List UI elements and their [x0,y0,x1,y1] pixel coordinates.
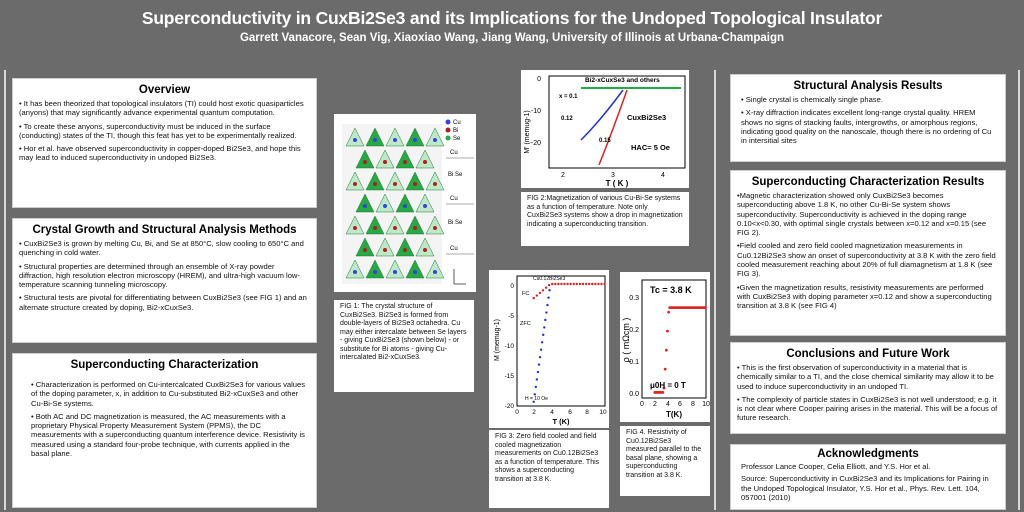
zfc-point [539,356,541,358]
fig3-xtick-0: 0 [515,409,519,416]
atom [373,226,377,230]
fig2-caption: FIG 2:Magnetization of various Cu-Bi-Se systems as a function of temperature. Note only CuxBi2Se3 systems show a drop in magnetization indicating a superconducting transition. [521,192,689,246]
atom [353,182,357,186]
fc-point [582,283,584,285]
atom [423,248,427,252]
atom [413,270,417,274]
sc-char-bullet-2: • Both AC and DC magnetization is measured, the AC measurements with a proprietary Physical Property Measurement System (PPMS), the DC measurements with a superconducting quantum interference device. Resistivity is measured using a standard four-probe technique, with currents applied in the basal plane. [31,411,305,459]
fig3-label-fc: FC [522,291,530,297]
fig1-caption: FIG 1: The crystal structure of CuxBi2Se3. Bi2Se3 is formed from double-layers of Bi2Se3 octahedra. Cu may either intercalate between Se layers - giving CuxBi2Se3 (shown below) - or substitute for Bi atoms - giving Cu-intercalated Bi2-xCuxSe3. [334,300,474,392]
octahedra-group [342,124,444,284]
fig3-xtick-5: 10 [599,409,607,416]
fig3-ytick-1: -5 [508,313,514,320]
resistivity-point [661,391,664,394]
fig2-label-others: Bi2-xCuxSe3 and others [585,77,660,84]
fig3-chart [489,270,609,428]
ack-panel [730,444,1006,510]
atom [353,270,357,274]
fig2-chart [521,70,689,188]
conclusions-bullet-1: • This is the first observation of superconductivity in a material that is chemically similar to a TI, and the close chemical similarity may allow it to be used to induce superconductivity in an undoped TI. [737,363,994,391]
fig2-label-field: HAC= 5 Oe [631,143,670,152]
fc-point [569,283,571,285]
overview-bullet-1: • It has been theorized that topological insulators (TI) could host exotic quasiparticles (anyons) that may significantly advance experimental quantum computation. [19,99,304,118]
zfc-point [544,319,546,321]
fig2-xlabel: T ( K ) [605,179,629,188]
divider-left [4,70,6,510]
fig3-xtick-3: 6 [568,409,572,416]
fc-point [600,283,602,285]
atom [433,226,437,230]
fig2-svg [521,70,689,188]
overview-bullet-2: • To create these anyons, superconductivity must be induced in the surface (conducting) states of the TI, though this feat has yet to be experimentally realized. [19,121,297,140]
sc-results-panel [730,170,1006,336]
fig2-label-012: 0.12 [561,116,573,122]
atom [373,138,377,142]
sc-results-heading: Superconducting Characterization Results [751,176,985,188]
fig2-ytick-0: 0 [537,76,541,83]
overview-panel [12,78,317,208]
atom [383,204,387,208]
legend-cu: Cu [453,120,461,126]
sc-char-panel [12,353,317,508]
zfc-point [548,289,550,291]
fc-point [560,283,562,285]
atom [393,226,397,230]
growth-heading: Crystal Growth and Structural Analysis Methods [32,224,297,236]
fig3-xtick-2: 4 [550,409,554,416]
fig3-xlabel: T (K) [552,417,570,426]
structural-panel [730,74,1006,162]
fig4-ytick-1: 0.2 [629,327,639,334]
fc-point [588,283,590,285]
poster-authors: Garrett Vanacore, Sean Vig, Xiaoxiao Wang, Jiang Wang, University of Illinois at Urbana-Champaign [239,32,785,44]
fig3-caption: FIG 3: Zero field cooled and field cooled magnetization measurements on Cu0.12Bi2Se3 as a function of temperature. This shows a superconducting transition at 3.8 K. [489,430,609,508]
fc-point [573,283,575,285]
resistivity-point [665,349,668,352]
poster-title: Superconductivity in CuxBi2Se3 and its Implications for the Undoped Topological Insulator [141,8,883,28]
conclusions-heading: Conclusions and Future Work [786,348,950,360]
overview-heading: Overview [138,84,191,96]
atom [433,182,437,186]
zfc-point [538,363,540,365]
fc-point [533,297,535,299]
zfc-point [541,341,543,343]
fig1-image [334,114,476,292]
zfc-point [535,386,537,388]
fig3-ytick-2: -10 [504,343,514,350]
layer-label-2: Bi Se [448,172,463,178]
fig4-label-h: μ0H = 0 T [650,381,686,390]
ack-heading: Acknowledgments [817,448,919,460]
zfc-point [546,304,548,306]
conclusions-bullet-2: • The complexity of particle states in CuxBi2Se3 is not well understood; e.g. it is not clear where Cooper pairing arises in the material. This will be a focus of future research. [737,394,998,423]
growth-bullet-3: • Structural tests are pivotal for differentiating between CuxBi2Se3 (see FIG 1) and an alternate structure created by doping, Bi2-xCuxSe3. [19,293,307,312]
atom [423,160,427,164]
fig4-label-tc: Tc = 3.8 K [650,285,692,295]
atom [413,226,417,230]
ack-line-2: Source: Superconductivity in CuxBi2Se3 and its Implications for Pairing in the Undoped Topological Insulator, Y.S. Hor et al., Phys. Rev. Lett. 104, 057001 (2010) [741,474,989,502]
sc-char-heading: Superconducting Characterization [70,359,259,371]
atom [413,138,417,142]
fig2-xtick-1: 3 [611,172,615,179]
fig4-ylabel: ρ ( mΩcm ) [621,317,631,363]
fig2-ylabel: M' (memug-1) [524,110,531,154]
fig4-xtick-0: 0 [640,401,644,408]
fig3-svg [489,270,609,428]
fc-point [585,283,587,285]
fig3-ytick-4: -20 [504,403,514,410]
growth-panel [12,218,317,343]
zfc-point [542,334,544,336]
atom [393,270,397,274]
fig4-ytick-3: 0.0 [629,391,639,398]
fc-point [594,283,596,285]
fig4-caption: FIG 4. Resistivity of Cu0.12Bi2Se3 measured parallel to the basal plane, showing a superconducting transition at 3.8 K. [620,426,710,496]
growth-bullet-2: • Structural properties are determined through an ensemble of X-ray powder diffraction, high resolution electron microscopy (HREM), and ultra-high vacuum low-temperature scanning tunneling microscopy. [19,261,300,290]
atom [403,160,407,164]
fig2-series-015 [599,90,627,165]
atom [413,182,417,186]
fc-point [545,287,547,289]
fig4-xtick-3: 6 [678,401,682,408]
sc-results-bullet-2: •Field cooled and zero field cooled magnetization measurements in Cu0.12Bi2Se3 show an onset of superconductivity at 3.8 K with the zero field cooled measurement reaching about 20% of full diamagnetism at 1.8 K (see FIG 3). [737,241,996,279]
fig2-label-x: x = 0.1 [559,94,578,100]
atom [363,248,367,252]
fc-point [566,283,568,285]
overview-bullet-3: • Hor et al. have observed superconductivity in copper-doped Bi2Se3, and hope this may lead to induced superconductivity in undoped Bi2Se3. [19,144,301,163]
sc-results-bullet-1: •Magnetic characterization showed only CuxBi2Se3 becomes superconducting above 1.8 K, no other Cu-Bi-Se system shows superconductivity. Superconductivity is achieved in the doping range 0.10<x<0.30, with optimal single crystals between x=0.12 and x=0.15 (see FIG 2). [737,191,987,238]
crystal-structure-diagram [334,114,476,292]
zfc-point [537,371,539,373]
atom [383,160,387,164]
fig3-ylabel: M (memug-1) [494,318,501,362]
fig4-xtick-4: 8 [691,401,695,408]
atom [363,204,367,208]
layer-label-5: Cu [450,246,458,252]
fc-point [551,283,553,285]
sc-results-bullet-3: •Given the magnetization results, resistivity measurements are performed with CuxBi2Se3 with doping parameter x=0.12 and show a superconducting transition at 3.8 K (see FIG 4) [737,282,992,311]
atom [433,138,437,142]
fig3-points [533,283,606,403]
atom [433,270,437,274]
fig1-legend [446,120,462,143]
fc-point [563,283,565,285]
resistivity-point [666,330,669,333]
fig3-label-field: H = 10 Oe [525,396,548,402]
fig3-label-compound: Cu0.12Bi2Se3 [533,276,566,282]
fc-point [591,283,593,285]
atom [363,160,367,164]
conclusions-panel [730,342,1006,434]
fc-point [539,292,541,294]
zfc-point [543,326,545,328]
fig2-xtick-2: 4 [661,172,665,179]
fig3-label-zfc: ZFC [520,321,531,327]
fig4-ytick-0: 0.3 [629,295,639,302]
legend-bi: Bi [453,128,459,134]
fc-point [603,283,605,285]
atom [373,270,377,274]
fc-point [557,283,559,285]
fc-point [542,289,544,291]
fig3-ytick-0: 0 [510,283,514,290]
resistivity-point [704,306,707,309]
fig4-xtick-1: 2 [653,401,657,408]
structural-bullet-2: • X-ray diffraction indicates excellent long-range crystal quality. HREM shows no signs of stacking faults, intergrowths, or amorphous regions, indicating good quality on the nanoscale, though there is no ordering of Cu in intersitial sites [741,108,992,146]
divider-far-right [1018,70,1020,510]
atom [403,248,407,252]
ack-line-1: Professor Lance Cooper, Celia Elliott, and Y.S. Hor et al. [741,462,931,471]
fig4-chart [620,272,710,422]
divider-right [714,70,716,510]
fig2-label-015: 0.15 [599,138,611,144]
layer-label-4: Bi Se [448,220,463,226]
atom [383,248,387,252]
structural-heading: Structural Analysis Results [793,80,943,92]
fig4-xlabel: T(K) [666,410,682,419]
zfc-point [545,311,547,313]
fig2-xtick-0: 2 [561,172,565,179]
atom [393,138,397,142]
sc-char-bullet-1: • Characterization is performed on Cu-intercalcated CuxBi2Se3 for various values of the doping parameter, x, in addition to Cu-substituted Bi2-xCuxSe3 and other Cu-Bi-Se systems. [31,380,306,408]
fig4-ytick-2: 0.1 [629,359,639,366]
fig2-series-012 [581,90,623,140]
fig4-xtick-5: 10 [702,401,710,408]
atom [373,182,377,186]
zfc-point [536,378,538,380]
fig4-svg [620,272,710,422]
fig3-xtick-4: 8 [585,409,589,416]
resistivity-point [667,311,670,314]
fig2-ytick-1: -10 [530,108,541,115]
fc-point [597,283,599,285]
fc-point [579,283,581,285]
fc-point [536,294,538,296]
atom [393,182,397,186]
fc-point [548,284,550,286]
layer-label-1: Cu [450,150,458,156]
atom [353,226,357,230]
layer-label-3: Cu [450,196,458,202]
fig2-label-compound: CuxBi2Se3 [627,113,667,122]
resistivity-point [664,368,667,371]
fig4-xtick-2: 4 [666,401,670,408]
atom [423,204,427,208]
fig3-ytick-3: -15 [504,373,514,380]
atom [353,138,357,142]
fc-point [576,283,578,285]
fig3-xtick-1: 2 [532,409,536,416]
axes-icon [454,269,466,284]
fc-point [554,283,556,285]
legend-se: Se [453,136,461,142]
structural-bullet-1: • Single crystal is chemically single phase. [741,95,883,104]
zfc-point [540,349,542,351]
fig2-ytick-2: -20 [530,140,541,147]
atom [403,204,407,208]
zfc-point [547,296,549,298]
growth-bullet-1: • CuxBi2Se3 is grown by melting Cu, Bi, and Se at 850°C, slow cooling to 650°C and quenching in cold water. [19,239,304,258]
